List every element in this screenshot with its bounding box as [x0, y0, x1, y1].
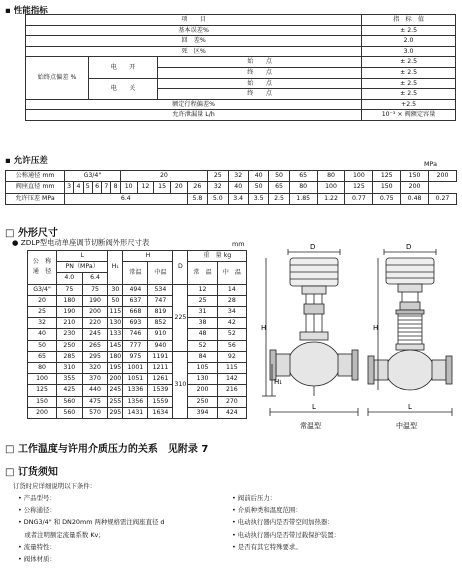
- dims-cell: 295: [108, 407, 123, 418]
- dims-cell: 50: [28, 340, 57, 351]
- dims-cell: 245: [108, 385, 123, 396]
- dims-cell: 250: [188, 396, 217, 407]
- dims-head-pn64: 6.4: [82, 273, 108, 284]
- dims-head-pn40: 4.0: [57, 273, 83, 284]
- dims-cell: 1634: [148, 407, 173, 418]
- diff-cell: 0.75: [373, 193, 401, 204]
- dims-cell: 255: [108, 396, 123, 407]
- dims-cell: 216: [217, 385, 246, 396]
- diff-cell: 0.48: [401, 193, 429, 204]
- perf-row-label: 死 区%: [26, 46, 362, 57]
- dims-section-title: [5, 224, 58, 239]
- dims-cell: 195: [108, 363, 123, 374]
- nominal-cell: 65: [289, 171, 317, 182]
- dims-table-row: [28, 318, 247, 329]
- order-item: • 电动执行器内是否带过载保护装置：: [232, 530, 341, 539]
- perf-row-label: 始 点: [158, 57, 362, 68]
- dims-cell: 125: [28, 385, 57, 396]
- dims-cell: 637: [123, 295, 148, 306]
- nominal-cell: 100: [345, 171, 373, 182]
- order-item: • 是否有其它特殊要求。: [232, 542, 302, 551]
- dims-cell: 1559: [148, 396, 173, 407]
- order-item: • 流量特性：: [18, 542, 56, 551]
- dims-cell: 560: [57, 396, 83, 407]
- dims-cell: 693: [123, 318, 148, 329]
- diff-cell: 3.4: [228, 193, 248, 204]
- diff-cell: 0.27: [428, 193, 456, 204]
- normal-valve-drawing: [262, 249, 358, 416]
- perf-row-label: 始终点偏差 %: [26, 57, 89, 99]
- dims-cell: 1261: [148, 374, 173, 385]
- dims-cell: 200: [108, 374, 123, 385]
- label-D-normal: D: [310, 243, 316, 251]
- order-section-title: [5, 463, 58, 478]
- dims-cell: 370: [82, 374, 108, 385]
- dims-cell: 84: [188, 351, 217, 362]
- dims-cell: 424: [217, 407, 246, 418]
- dims-cell: 1001: [123, 363, 148, 374]
- nominal-cell: 80: [317, 171, 345, 182]
- seat-cell: 6: [92, 182, 101, 193]
- dims-cell: 130: [108, 318, 123, 329]
- dims-cell: 100: [28, 374, 57, 385]
- diff-cell: 1.85: [289, 193, 317, 204]
- dims-cell: 668: [123, 307, 148, 318]
- performance-table: [25, 14, 456, 121]
- diff-cell: 3.5: [248, 193, 268, 204]
- bullet-square-icon: ▪: [5, 156, 11, 166]
- perf-row-label: 基本误差%: [26, 25, 362, 36]
- dims-cell: 32: [28, 318, 57, 329]
- dims-cell: 355: [57, 374, 83, 385]
- dims-head-pn: PN（MPa）: [57, 262, 108, 273]
- dims-table-row: [28, 329, 247, 340]
- dimensions-table: [27, 250, 247, 419]
- checkbox-square-icon: □: [5, 444, 15, 455]
- nominal-cell: 125: [373, 171, 401, 182]
- label-H-normal: H: [261, 324, 267, 332]
- dims-cell: 25: [28, 307, 57, 318]
- perf-row-value: ± 2.5: [362, 89, 456, 100]
- perf-row-value: 2.0: [362, 36, 456, 47]
- dims-cell: 20: [28, 295, 57, 306]
- dims-head-nominal: 公 称 通 径: [28, 251, 57, 285]
- dims-cell: 1336: [123, 385, 148, 396]
- dims-head-medium-weight: 中 温: [217, 262, 246, 284]
- seat-cell: 100: [317, 182, 345, 193]
- dims-cell: 570: [82, 407, 108, 418]
- order-item: • 阀体材质：: [18, 555, 56, 564]
- dims-cell: 52: [188, 340, 217, 351]
- dims-cell-D: 225: [173, 284, 188, 351]
- perf-row-label: 电 关: [89, 78, 158, 99]
- nominal-cell: 40: [248, 171, 268, 182]
- nominal-cell: G3/4": [65, 171, 121, 182]
- seat-cell: 3: [65, 182, 74, 193]
- seat-cell: 150: [373, 182, 401, 193]
- perf-row-value: ± 2.5: [362, 67, 456, 78]
- dims-table-row: [28, 307, 247, 318]
- nominal-cell: 20: [120, 171, 207, 182]
- dims-cell: 150: [28, 396, 57, 407]
- seat-cell: 5: [83, 182, 92, 193]
- dims-head-medium: 中温: [148, 262, 173, 284]
- dims-cell: 145: [108, 340, 123, 351]
- seat-cell: 15: [154, 182, 171, 193]
- seat-cell: 20: [170, 182, 187, 193]
- pressure-row-label: 允许压差 MPa: [6, 193, 65, 204]
- dims-cell: 38: [188, 318, 217, 329]
- pressure-section-title: [5, 154, 48, 166]
- diff-cell: 1.22: [317, 193, 345, 204]
- label-L-medium: L: [408, 403, 412, 411]
- order-item: • 电动执行器内是否带空间加热器：: [232, 518, 334, 527]
- dims-cell: 230: [57, 329, 83, 340]
- seat-cell: 8: [111, 182, 120, 193]
- perf-row-value: ± 2.5: [362, 57, 456, 68]
- perf-title-text: 性能指标: [13, 6, 48, 16]
- dims-cell: 975: [123, 351, 148, 362]
- dims-cell: 115: [108, 307, 123, 318]
- seat-cell: 4: [74, 182, 83, 193]
- dims-table-row: [28, 284, 247, 295]
- perf-row-value: ± 2.5: [362, 25, 456, 36]
- dims-cell: 40: [28, 329, 57, 340]
- diff-cell: 0.77: [345, 193, 373, 204]
- dims-head-L: L: [57, 251, 108, 262]
- dims-cell: 75: [57, 284, 83, 295]
- dims-cell: 747: [148, 295, 173, 306]
- valve-drawings: [262, 240, 457, 440]
- dims-cell: 65: [28, 351, 57, 362]
- dims-cell: 105: [188, 363, 217, 374]
- dims-cell: 1356: [123, 396, 148, 407]
- seat-cell: 80: [289, 182, 317, 193]
- perf-header-value: 指 标 值: [362, 15, 456, 26]
- diff-cell: 2.5: [269, 193, 289, 204]
- diff-cell: 5.0: [208, 193, 228, 204]
- dims-cell: 200: [188, 385, 217, 396]
- seat-cell: 12: [137, 182, 154, 193]
- seat-cell: 200: [401, 182, 429, 193]
- perf-row-label: 回 差%: [26, 36, 362, 47]
- dims-table-row: [28, 407, 247, 418]
- dims-cell: 394: [188, 407, 217, 418]
- perf-row-value: ± 2.5: [362, 78, 456, 89]
- dims-cell: 130: [188, 374, 217, 385]
- order-right-list: [232, 492, 340, 553]
- medium-caption: 中温型: [396, 422, 417, 430]
- dims-cell: 34: [217, 307, 246, 318]
- dims-cell: 42: [217, 318, 246, 329]
- dims-cell: 560: [57, 407, 83, 418]
- dims-table-row: [28, 396, 247, 407]
- dims-head-H: H: [123, 251, 173, 262]
- order-title-text: 订货须知: [17, 467, 58, 478]
- dims-cell: 133: [108, 329, 123, 340]
- dims-cell: 12: [188, 284, 217, 295]
- label-D-medium: D: [406, 243, 412, 251]
- dims-cell: 1051: [123, 374, 148, 385]
- dims-cell: 494: [123, 284, 148, 295]
- dims-cell: 534: [148, 284, 173, 295]
- bullet-circle-icon: ●: [12, 238, 19, 247]
- dims-head-weight: 重 量 kg: [188, 251, 247, 262]
- dims-cell: 200: [82, 307, 108, 318]
- nominal-cell: 200: [428, 171, 456, 182]
- dims-cell: 75: [82, 284, 108, 295]
- dims-head-normal-weight: 常 温: [188, 262, 217, 284]
- order-item: • 产品型号：: [18, 494, 56, 502]
- dims-cell: 190: [57, 307, 83, 318]
- dims-cell: 48: [188, 329, 217, 340]
- seat-cell: 7: [102, 182, 111, 193]
- dims-cell: 1539: [148, 385, 173, 396]
- bullet-square-icon: ▪: [5, 6, 11, 16]
- dims-cell: 30: [108, 284, 123, 295]
- dims-cell: 180: [108, 351, 123, 362]
- nominal-cell: 25: [208, 171, 228, 182]
- dims-cell: 245: [82, 329, 108, 340]
- order-item: • 阀前后压力：: [232, 494, 277, 502]
- dims-cell: 265: [82, 340, 108, 351]
- dims-subtitle: [12, 238, 149, 248]
- dims-subtitle-text: ZDLP型电动单座调节切断阀外形尺寸表: [20, 238, 150, 247]
- dims-cell: 200: [28, 407, 57, 418]
- dims-cell: 819: [148, 307, 173, 318]
- dims-unit: mm: [232, 240, 245, 248]
- dims-cell: 1191: [148, 351, 173, 362]
- dims-cell: 56: [217, 340, 246, 351]
- dims-table-row: [28, 385, 247, 396]
- dims-cell: 80: [28, 363, 57, 374]
- dims-cell: 14: [217, 284, 246, 295]
- perf-row-value: 10⁻³ × 阀额定容量: [362, 110, 456, 121]
- label-H-medium: H: [373, 324, 379, 332]
- perf-row-label: 终 点: [158, 89, 362, 100]
- seat-cell: 32: [208, 182, 228, 193]
- diff-cell: 6.4: [65, 193, 188, 204]
- perf-row-label: 电 开: [89, 57, 158, 78]
- dims-cell: 852: [148, 318, 173, 329]
- dims-cell: 190: [82, 295, 108, 306]
- perf-row-label: 额定行程偏差%: [26, 99, 362, 110]
- dims-cell: 910: [148, 329, 173, 340]
- perf-row-value: 3.0: [362, 46, 456, 57]
- label-L-normal: L: [312, 403, 316, 411]
- order-left-list: [18, 492, 164, 565]
- perf-header-item: 项 目: [26, 15, 362, 26]
- perf-row-label: 始 点: [158, 78, 362, 89]
- dims-cell: 180: [57, 295, 83, 306]
- seat-cell: 125: [345, 182, 373, 193]
- seat-cell: 65: [269, 182, 289, 193]
- checkbox-square-icon: □: [5, 228, 15, 239]
- dims-cell: 320: [82, 363, 108, 374]
- dims-table-row: [28, 340, 247, 351]
- dims-cell: 270: [217, 396, 246, 407]
- pressure-row-label: 公称通径 mm: [6, 171, 65, 182]
- dims-head-H1: H₁: [108, 251, 123, 285]
- dims-cell: 777: [123, 340, 148, 351]
- pressure-row-label: 阀座直径 mm: [6, 182, 65, 193]
- pressure-table: [5, 170, 457, 205]
- dims-cell: 210: [57, 318, 83, 329]
- relation-title-text: 工作温度与许用介质压力的关系 见附录 7: [17, 444, 209, 455]
- dims-cell: 52: [217, 329, 246, 340]
- dims-cell-D: 310: [173, 351, 188, 418]
- order-intro: 订货时应详细说明以下条件：: [13, 482, 97, 490]
- dims-cell: 25: [188, 295, 217, 306]
- dims-cell: 295: [82, 351, 108, 362]
- seat-cell: 10: [120, 182, 137, 193]
- seat-cell: 40: [228, 182, 248, 193]
- order-item: • DNG3/4" 和 DN20mm 两种规格需注阀座直径 d: [18, 518, 165, 527]
- dims-head-normal: 常温: [123, 262, 148, 284]
- order-item: • 公称通径：: [18, 506, 56, 515]
- dims-cell: 142: [217, 374, 246, 385]
- seat-cell: 50: [248, 182, 268, 193]
- dims-cell: 28: [217, 295, 246, 306]
- nominal-cell: 50: [269, 171, 289, 182]
- order-item: 或者注明额定流量系数 Kv；: [18, 530, 105, 539]
- dims-cell: 310: [57, 363, 83, 374]
- dims-cell: 475: [82, 396, 108, 407]
- dims-cell: 1431: [123, 407, 148, 418]
- dims-cell: 220: [82, 318, 108, 329]
- dims-cell: 50: [108, 295, 123, 306]
- normal-caption: 常温型: [300, 422, 321, 430]
- dims-head-D: D: [173, 251, 188, 285]
- relation-section-title: [5, 440, 208, 455]
- perf-row-label: 允许泄漏量 L/h: [26, 110, 362, 121]
- dims-cell: 1211: [148, 363, 173, 374]
- label-H1-normal: H₁: [274, 378, 283, 386]
- pressure-unit: MPa: [424, 160, 437, 168]
- diff-cell: 5.8: [187, 193, 207, 204]
- dims-table-row: [28, 363, 247, 374]
- dims-table-row: [28, 295, 247, 306]
- nominal-cell: 150: [401, 171, 429, 182]
- checkbox-square-icon: □: [5, 467, 15, 478]
- perf-row-value: +2.5: [362, 99, 456, 110]
- seat-cell: 26: [187, 182, 207, 193]
- dims-cell: 115: [217, 363, 246, 374]
- pressure-title-text: 允许压差: [13, 156, 48, 166]
- dims-table-row: [28, 351, 247, 362]
- dims-cell: 746: [123, 329, 148, 340]
- dims-cell: 940: [148, 340, 173, 351]
- dims-table-row: [28, 374, 247, 385]
- order-item: • 介质种类和温度范围：: [232, 506, 302, 515]
- perf-row-label: 终 点: [158, 67, 362, 78]
- dims-cell: 440: [82, 385, 108, 396]
- dims-cell: G3/4": [28, 284, 57, 295]
- dims-cell: 425: [57, 385, 83, 396]
- dims-cell: 31: [188, 307, 217, 318]
- dims-cell: 250: [57, 340, 83, 351]
- dims-title-text: 外形尺寸: [17, 228, 58, 239]
- dims-cell: 92: [217, 351, 246, 362]
- dims-cell: 285: [57, 351, 83, 362]
- nominal-cell: 32: [228, 171, 248, 182]
- medium-valve-drawing: [368, 249, 452, 416]
